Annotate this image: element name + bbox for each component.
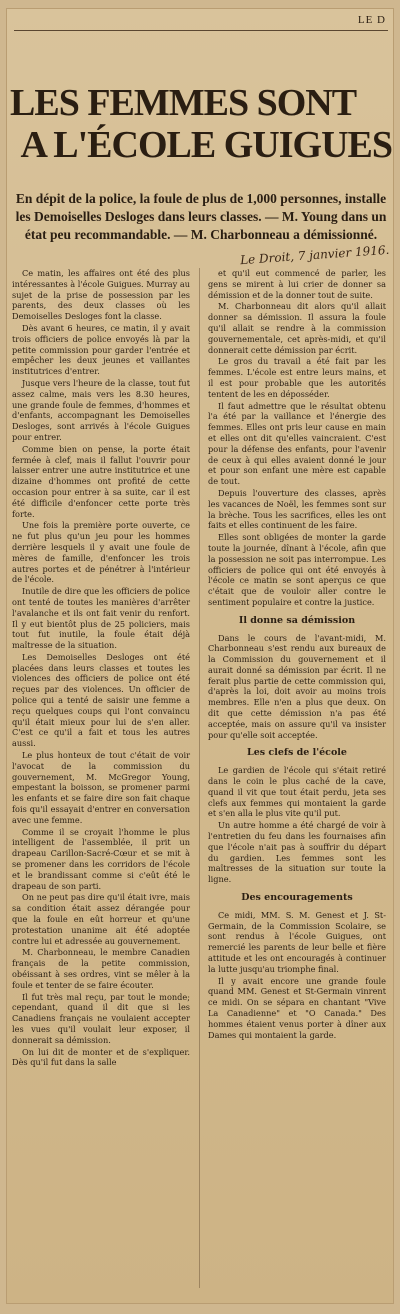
handwritten-note: Le Droit, 7 janvier 1916. bbox=[239, 242, 390, 268]
masthead-rule bbox=[14, 30, 388, 31]
paragraph: On lui dit de monter et de s'expliquer. Dès qu'il fut dans la salle bbox=[12, 1046, 190, 1068]
subheadline bbox=[12, 190, 390, 244]
paragraph: M. Charbonneau dit alors qu'il allait donner sa démission. Il assura la foule qu'il allait se rendre à la commission gouvernementale, cet après-midi, et qu'il donnerait cette démission par écrit. bbox=[208, 301, 386, 355]
paragraph: Jusque vers l'heure de la classe, tout fut assez calme, mais vers les 8.30 heures, une grande foule de femmes, d'hommes et d'enfants, accompagnant les Demoiselles Desloges, sont arrivés à l'école Guigues pour entrer. bbox=[12, 377, 190, 442]
paragraph: Le gros du travail a été fait par les femmes. L'école est entre leurs mains, et il est pour probable que les autorités tentent de les en déposséder. bbox=[208, 356, 386, 399]
paragraph: Une fois la première porte ouverte, ce ne fut plus qu'un jeu pour les hommes derrière lesquels il y avait une foule de mères de famille, d'enfoncer les trois autres portes et de pénétrer à l'intérieur de l'école. bbox=[12, 520, 190, 585]
paragraph: Depuis l'ouverture des classes, après les vacances de Noël, les femmes sont sur la brèche. Tous les sacrifices, elles les ont faits et elles continuent de les faire. bbox=[208, 487, 386, 531]
paragraph: Ce midi, MM. S. M. Genest et J. St-Germain, de la Commission Scolaire, se sont rendus à l'école Guigues, ont remercié les parents de leur belle et fière attitude et les ont encouragés à continuer la lutte jusqu'au triomphe final. bbox=[208, 909, 386, 974]
column-divider bbox=[199, 268, 200, 1288]
paragraph: Ce matin, les affaires ont été des plus intéressantes à l'école Guigues. Murray au sujet de la prise de possession par les parents, des deux classes où les Demoiselles Desloges font la classe. bbox=[12, 268, 191, 322]
section-heading: Les clefs de l'école bbox=[247, 747, 347, 759]
subheadline-text: En dépit de la police, la foule de plus de 1,000 personnes, installe les Demoiselles Desloges dans leurs classes. — M. Young dans un état peu recommandable. — M. Charbonneau a démissionné. bbox=[15, 191, 387, 242]
paragraph: et qu'il eut commencé de parler, les gens se mirent à lui crier de donner sa démission et de la donner tout de suite. bbox=[208, 268, 386, 300]
paragraph: M. Charbonneau, le membre Canadien français de la petite commission, obéissant à ses ordres, vint se mêler à la foule et tenter de se faire écouter. bbox=[12, 947, 190, 990]
paragraph: Comme bien on pense, la porte était fermée à clef, mais il fallut l'ouvrir pour laisser entrer une autre institutrice et une dizaine d'hommes ont profité de cette occasion pour entrer à sa suite, car il est été difficile d'enfoncer cette porte très forte. bbox=[12, 443, 190, 519]
paragraph: Le gardien de l'école qui s'était retiré dans le coin le plus caché de la cave, quand il vit que tout était perdu, jeta ses clefs aux femmes qui montaient la garde et s'en alla le plus vite qu'il put. bbox=[208, 765, 386, 819]
headline-line-2: A L'ÉCOLE GUIGUES bbox=[20, 124, 392, 166]
article-column-left bbox=[12, 268, 190, 1069]
paragraph: Un autre homme a été chargé de voir à l'entretien du feu dans les fournaises afin que l'école n'ait pas à souffrir du départ du gardien. Les femmes sont les maîtresses de la situation sur toute la ligne. bbox=[208, 820, 386, 885]
paragraph: Comme il se croyait l'homme le plus intelligent de l'assemblée, il prit un drapeau Carillon-Sacré-Cœur et se mit à se promener dans les corridors de l'école et le brandissant comme si c'eût été le drapeau de son parti. bbox=[12, 826, 190, 891]
paragraph: Dans le cours de l'avant-midi, M. Charbonneau s'est rendu aux bureaux de la Commission du gouvernement et il aurait donné sa démission par écrit. Il ne ferait plus partie de cette commission qui, d'après la loi, doit avoir au moins trois membres. Elle n'en a plus que deux. On dit que cette démission n'a pas été acceptée, mais on assure qu'il va insister pour qu'elle soit acceptée. bbox=[208, 632, 386, 740]
paragraph: On ne peut pas dire qu'il était ivre, mais sa condition était assez dérangée pour que la foule en eût horreur et qu'une protestation unanime ait été adoptée contre lui et adressée au gouvernement. bbox=[12, 892, 190, 946]
paragraph: Inutile de dire que les officiers de police ont tenté de toutes les manières d'arrêter l'avalanche et ils ont fait venir du renfort. Il y eut bientôt plus de 25 policiers, mais tout fut inutile, la foule était déjà maîtresse de la situation. bbox=[12, 586, 190, 651]
paragraph: Il y avait encore une grande foule quand MM. Genest et St-Germain vinrent ce midi. On se sépara en chantant "Vive La Canadienne" et "O Canada." Des hommes étaient venus porter à dîner aux Dames qui montaient la garde. bbox=[208, 975, 386, 1040]
section-heading: Il donne sa démission bbox=[238, 614, 356, 626]
headline-line-1: LES FEMMES SONT bbox=[10, 82, 357, 124]
paragraph: Il faut admettre que le résultat obtenu l'a été par la vaillance et l'énergie des femmes. Elles ont pris leur cause en main et elles ont dit qu'elles vaincraient. C'est pour la défense des enfants, pour l'avenir de ceux à qui elles avaient donné le jour et pour son enfant une mère est capable de tout. bbox=[208, 400, 386, 487]
paragraph: Dès avant 6 heures, ce matin, il y avait trois officiers de police envoyés là par la petite commission pour garder l'entrée et empêcher les deux jeunes et vaillantes institutrices d'entrer. bbox=[12, 322, 190, 377]
paragraph: Le plus honteux de tout c'était de voir l'avocat de la commission du gouvernement, M. McGregor Young, empestant la boisson, se promener parmi les enfants et se faire dire son fait chaque fois qu'il essayait d'entrer en conversation avec une femme. bbox=[12, 750, 190, 825]
paragraph: Il fut très mal reçu, par tout le monde; cependant, quand il dit que si les Canadiens français ne voulaient accepter les vues qu'il voulait leur exposer, il donnerait sa démission. bbox=[12, 991, 190, 1045]
paragraph: Elles sont obligées de monter la garde toute la journée, dînant à l'école, afin que la possession ne soit pas interrompue. Les officiers de police qui ont été envoyés à l'école ce matin se sont aperçus ce que c'était que de vouloir aller contre le sentiment populaire et contre la justice. bbox=[208, 532, 386, 607]
paragraph: Les Demoiselles Desloges ont été placées dans leurs classes et toutes les violences des officiers de police ont été reçues par des violences. Un officier de police qui a tenté de saisir une femme a reçu quelques coups qui l'ont convaincu qu'il était mieux pour lui de s'en aller. C'est ce qu'il a fait et tous les autres aussi. bbox=[12, 651, 190, 749]
article-column-right bbox=[208, 268, 386, 1041]
section-heading: Des encouragements bbox=[241, 892, 353, 904]
headline bbox=[10, 84, 392, 164]
masthead: LE D bbox=[357, 14, 386, 26]
